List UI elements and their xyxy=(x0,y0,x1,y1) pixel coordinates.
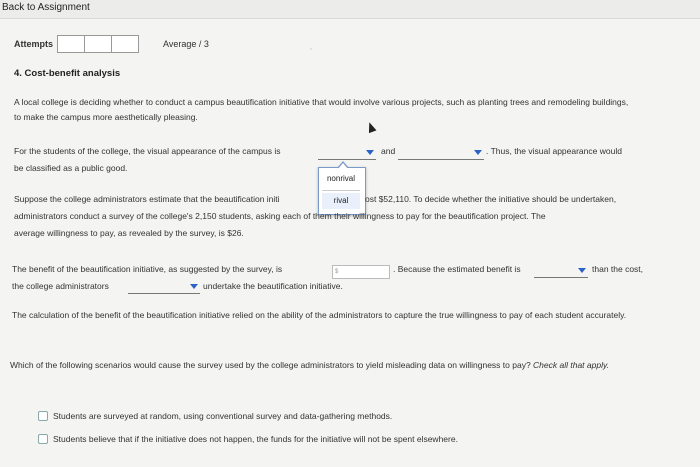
top-bar xyxy=(0,0,700,19)
dropdown-caret-icon xyxy=(578,268,586,273)
average-score: Average / 3 xyxy=(163,39,209,49)
back-to-assignment-link[interactable]: Back to Assignment xyxy=(2,2,90,13)
benefit-text-before: The benefit of the beautification initiative, as suggested by the survey, is xyxy=(12,264,283,274)
scenario-option-1[interactable] xyxy=(38,411,392,421)
menu-pointer-inner xyxy=(338,163,348,169)
scenario-option-label: Students are surveyed at random, using conventional survey and data-gathering methods. xyxy=(53,411,393,421)
stray-mark: , xyxy=(310,44,312,51)
q1-and-text: and xyxy=(381,146,396,156)
survey-line-3: average willingness to pay, as revealed by the survey, is $26. xyxy=(14,228,244,238)
scenario-option-2[interactable] xyxy=(38,434,458,444)
benefit-than-text: than the cost, xyxy=(592,264,644,274)
attempt-box xyxy=(57,35,85,53)
dropdown-caret-icon xyxy=(474,150,482,155)
check-all-instruction: Check all that apply. xyxy=(533,360,609,370)
benefit-amount-input[interactable]: $ xyxy=(332,265,390,279)
option-nonrival[interactable]: nonrival xyxy=(326,174,355,183)
question-page xyxy=(0,18,700,467)
q1-dropdown-1[interactable] xyxy=(318,147,376,160)
dropdown-caret-icon xyxy=(366,150,374,155)
attempts-row xyxy=(14,34,139,54)
which-scenario-text: Which of the following scenarios would cause the survey used by the college administrators to yield misleading data on willingness to pay? xyxy=(10,360,531,370)
survey-line-1-end: ost $52,110. To decide whether the initiative should be undertaken, xyxy=(365,194,617,204)
benefit-comparison-dropdown[interactable] xyxy=(534,265,588,278)
benefit-text-mid: . Because the estimated benefit is xyxy=(393,264,521,274)
checkbox[interactable] xyxy=(38,411,48,421)
dropdown-caret-icon xyxy=(190,284,198,289)
which-scenario-paragraph xyxy=(10,358,660,373)
calculation-paragraph: The calculation of the benefit of the beautification initiative relied on the ability of the administrators to capture the true willingness to pay of each student accurately. xyxy=(12,310,627,320)
menu-divider xyxy=(322,190,360,191)
attempt-boxes xyxy=(57,35,139,53)
attempt-box xyxy=(112,35,139,53)
q1-text-after: . Thus, the visual appearance would xyxy=(486,146,622,156)
scenario-option-label: Students believe that if the initiative does not happen, the funds for the initiative will not be spent elsewhere. xyxy=(53,434,458,444)
survey-line-1-start: Suppose the college administrators estimate that the beautification initi xyxy=(14,194,280,204)
administrators-decision-dropdown[interactable] xyxy=(128,281,200,294)
q1-dropdown-2[interactable] xyxy=(398,147,484,160)
benefit-line-2-start: the college administrators xyxy=(12,281,109,291)
option-rival[interactable]: rival xyxy=(322,193,360,209)
q1-text-end: be classified as a public good. xyxy=(14,163,128,173)
survey-line-2: administrators conduct a survey of the college's 2,150 students, asking each of them their willingness to pay for the beautification project. The xyxy=(14,211,546,221)
intro-paragraph: A local college is deciding whether to conduct a campus beautification initiative that would involve various projects, such as planting trees and remodeling buildings, to make the campus more aesthetically pleasing. xyxy=(14,97,629,122)
attempt-box xyxy=(85,35,112,53)
checkbox[interactable] xyxy=(38,434,48,444)
question-title: 4. Cost-benefit analysis xyxy=(14,68,121,79)
attempts-label: Attempts xyxy=(14,39,54,49)
q1-text-before: For the students of the college, the visual appearance of the campus is xyxy=(14,146,281,156)
benefit-line-2-end: undertake the beautification initiative. xyxy=(203,281,343,291)
dropdown-menu xyxy=(318,167,366,215)
